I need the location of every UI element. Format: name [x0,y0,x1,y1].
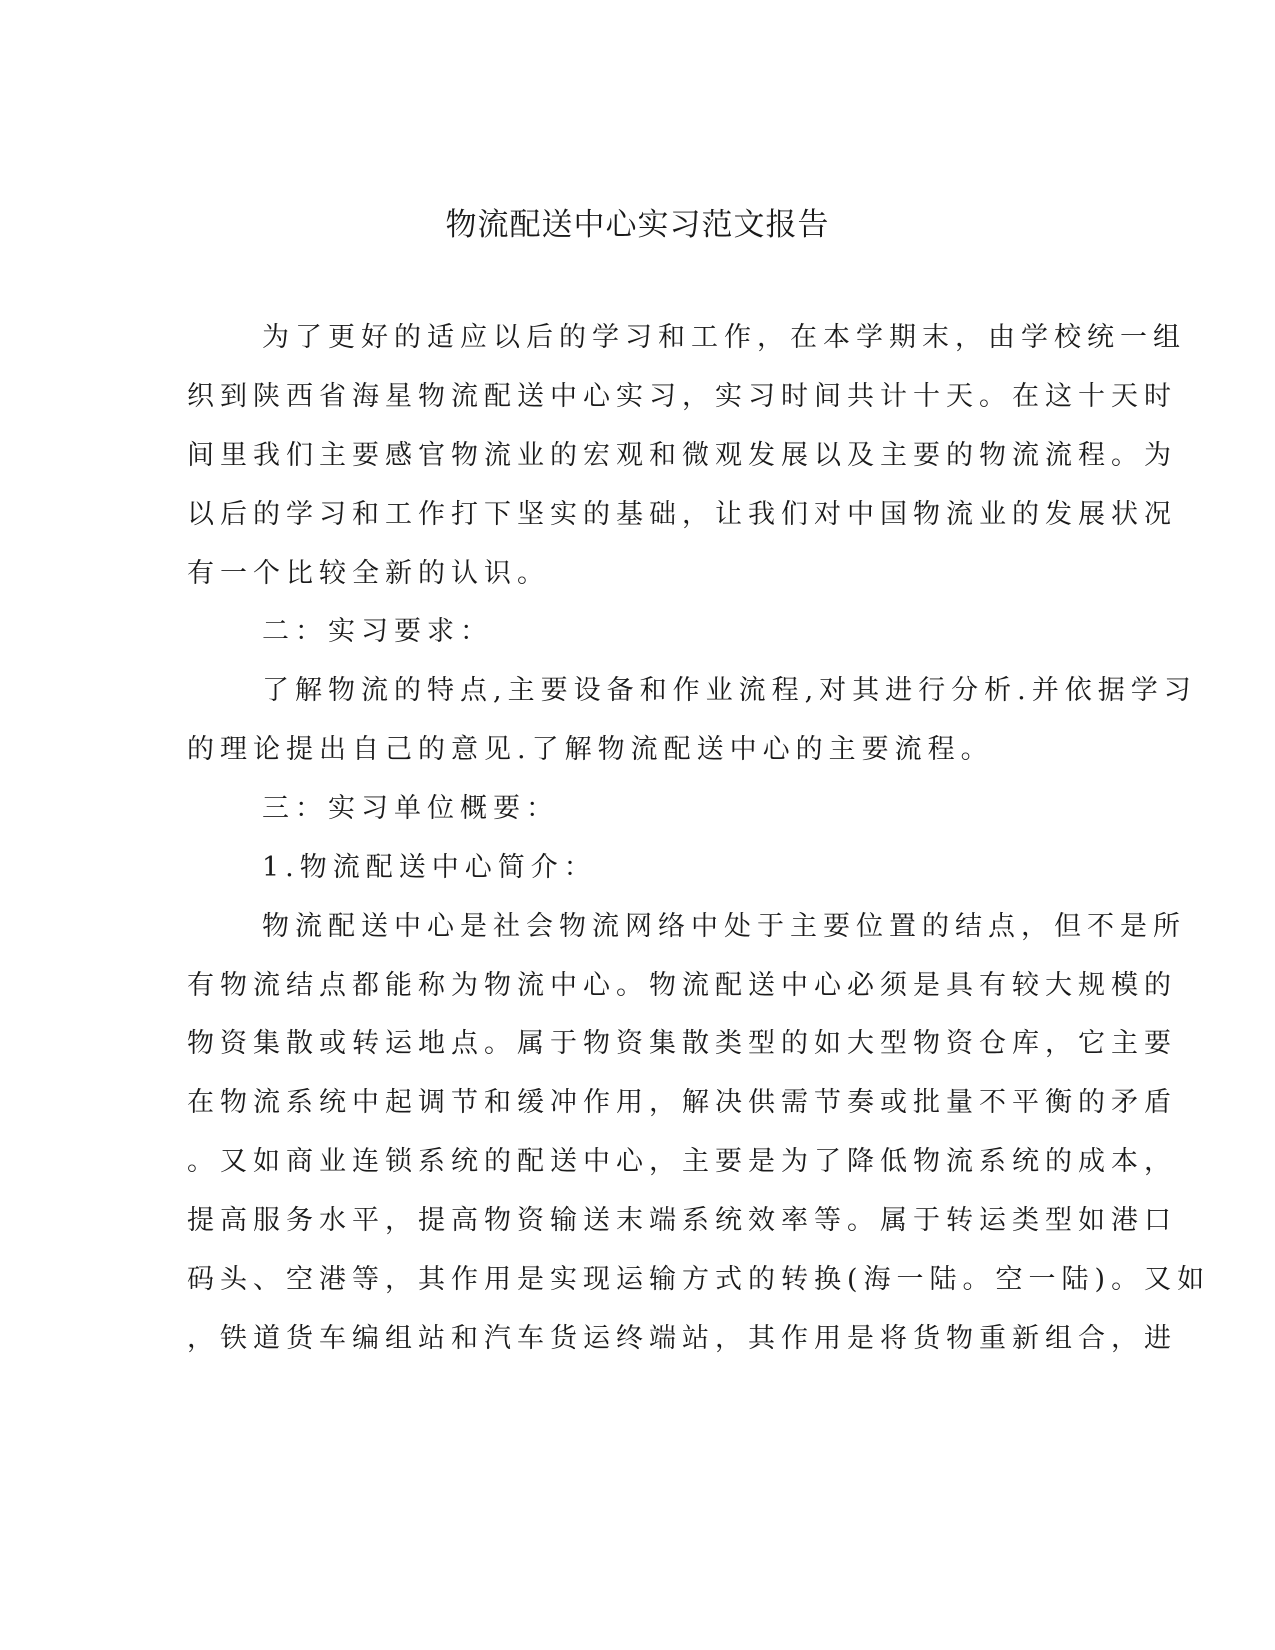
paragraph-line: 以后的学习和工作打下坚实的基础，让我们对中国物流业的发展状况 [187,499,1177,530]
paragraph-line: 织到陕西省海星物流配送中心实习，实习时间共计十天。在这十天时 [187,381,1177,412]
section-heading: 三：实习单位概要： [262,793,559,824]
paragraph-line: 的理论提出自己的意见.了解物流配送中心的主要流程。 [187,734,994,765]
paragraph-line: 间里我们主要感官物流业的宏观和微观发展以及主要的物流流程。为 [187,440,1177,471]
subsection-heading: 1.物流配送中心简介： [262,852,597,883]
paragraph-line: 。又如商业连锁系统的配送中心，主要是为了降低物流系统的成本， [187,1146,1177,1177]
paragraph-line: 物资集散或转运地点。属于物资集散类型的如大型物资仓库，它主要 [187,1028,1177,1059]
paragraph-line: 在物流系统中起调节和缓冲作用，解决供需节奏或批量不平衡的矛盾 [187,1087,1177,1118]
paragraph-line: 为了更好的适应以后的学习和工作，在本学期末，由学校统一组 [262,322,1186,353]
paragraph-line: 有物流结点都能称为物流中心。物流配送中心必须是具有较大规模的 [187,970,1177,1001]
paragraph-line: 提高服务水平，提高物资输送末端系统效率等。属于转运类型如港口 [187,1205,1177,1236]
paragraph-line: 码头、空港等，其作用是实现运输方式的转换(海一陆。空一陆)。又如 [187,1264,1211,1295]
document-title: 物流配送中心实习范文报告 [445,207,830,243]
section-heading: 二：实习要求： [262,616,493,647]
paragraph-line: ，铁道货车编组站和汽车货运终端站，其作用是将货物重新组合，进 [187,1323,1177,1354]
paragraph-line: 了解物流的特点,主要设备和作业流程,对其进行分析.并依据学习 [262,675,1197,706]
paragraph-line: 有一个比较全新的认识。 [187,558,550,589]
paragraph-line: 物流配送中心是社会物流网络中处于主要位置的结点，但不是所 [262,911,1186,942]
